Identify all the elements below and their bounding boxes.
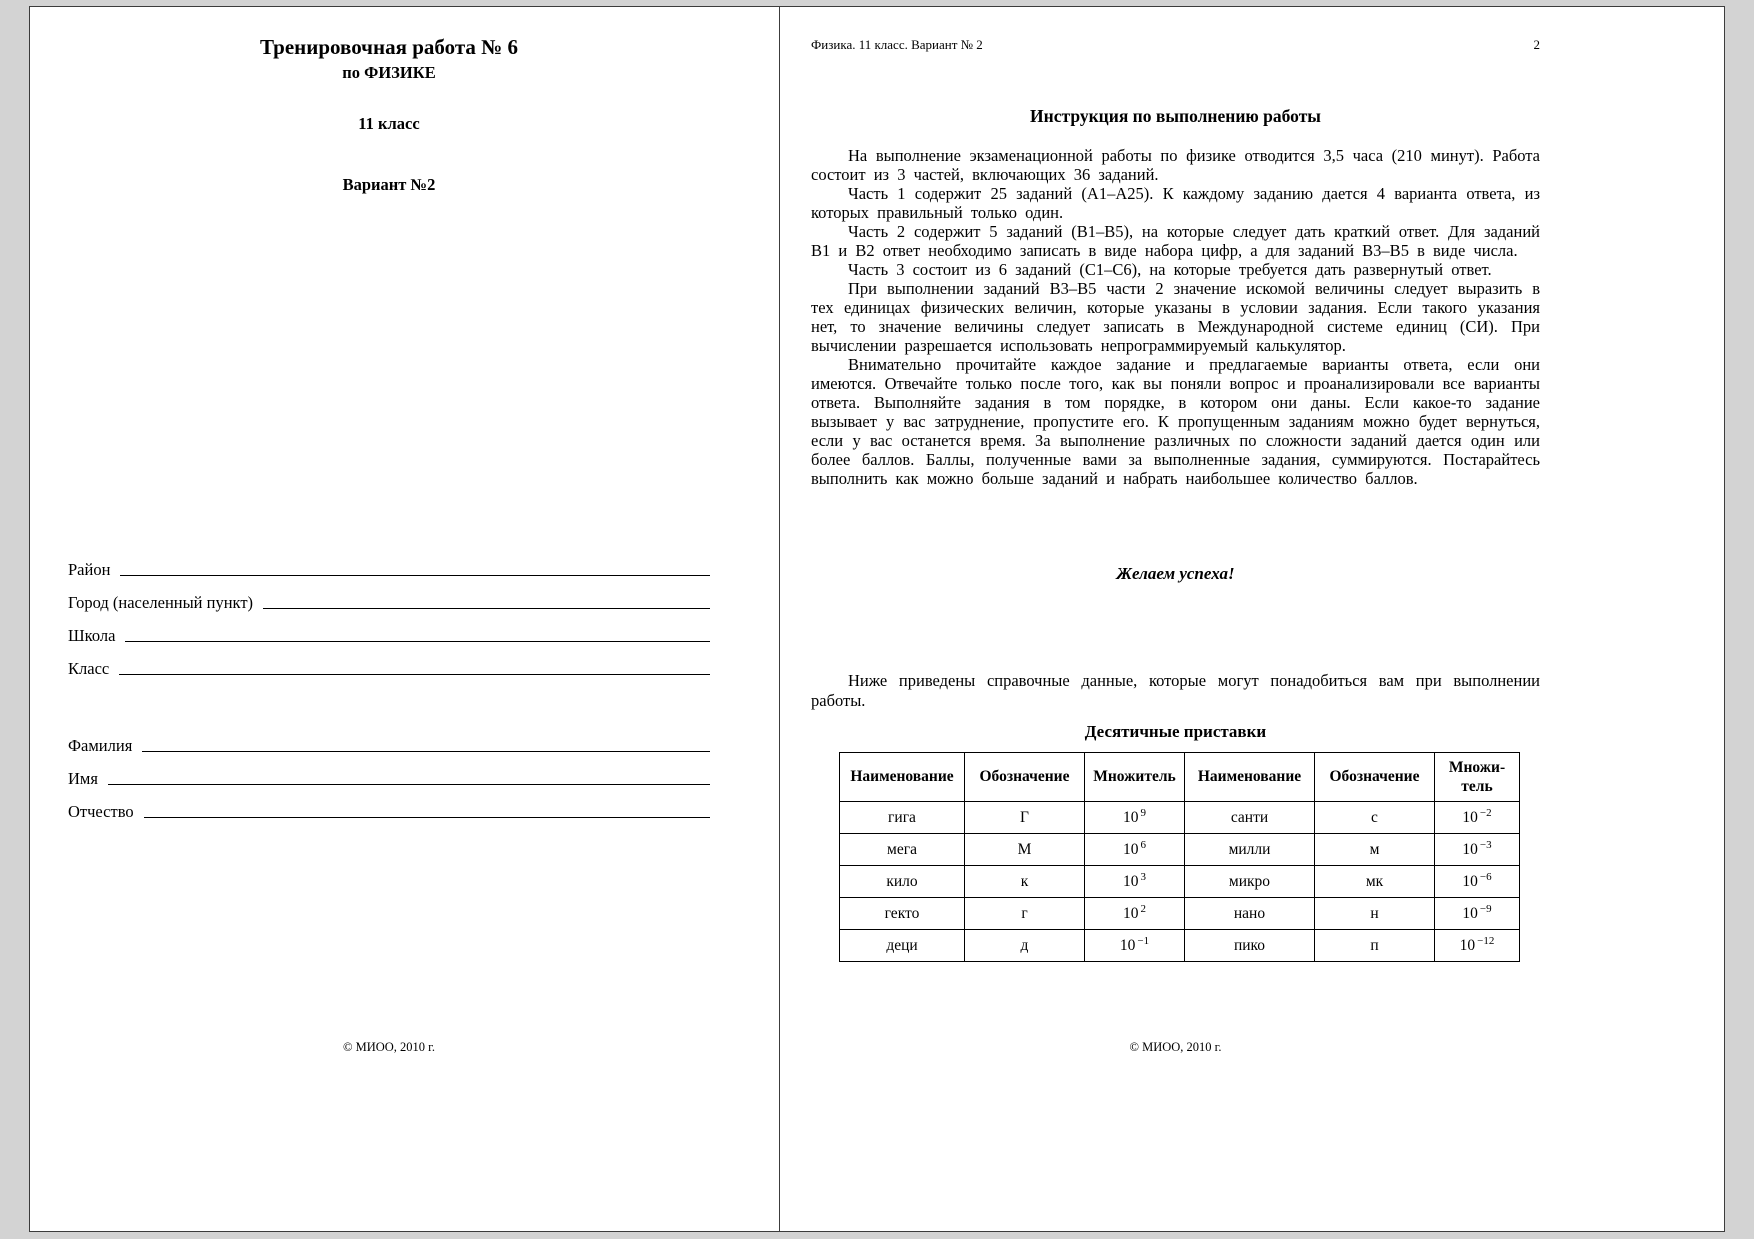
prefix-symbol-cell: н (1315, 898, 1435, 930)
prefix-name-cell: санти (1185, 802, 1315, 834)
district-label: Район (68, 560, 111, 579)
table-row (840, 930, 1520, 962)
prefix-name-cell: милли (1185, 834, 1315, 866)
paragraph: Часть 3 состоит из 6 заданий (С1–С6), на которые требуется дать развернутый ответ. (848, 260, 1492, 279)
right-page-footer: © МИОО, 2010 г. (1129, 1040, 1222, 1054)
multiplier-cell (1085, 834, 1185, 866)
table-row (840, 866, 1520, 898)
field-row-city (68, 580, 710, 613)
multiplier-base: 10 (1459, 937, 1476, 955)
multiplier-exponent: −9 (1479, 903, 1492, 916)
left-page-footer: © МИОО, 2010 г. (342, 1040, 436, 1054)
multiplier-cell (1085, 898, 1185, 930)
multiplier-cell (1435, 866, 1520, 898)
multiplier-base: 10 (1123, 873, 1139, 891)
work-variant: Вариант №2 (342, 175, 436, 194)
reference-intro: Ниже приведены справочные данные, которые могут понадобиться вам при выполнении работы. (811, 671, 1540, 710)
prefix-symbol-cell: к (965, 866, 1085, 898)
prefix-name-cell: мега (840, 834, 965, 866)
header-name-2: Наименование (1185, 753, 1315, 802)
multiplier-base: 10 (1119, 937, 1136, 955)
location-form (68, 547, 710, 679)
page-right (780, 7, 1724, 1231)
instructions-title: Инструкция по выполнению работы (1030, 106, 1321, 126)
city-label: Город (населенный пункт) (68, 593, 254, 612)
prefix-symbol-cell: м (1315, 834, 1435, 866)
paragraph: На выполнение экзаменационной работы по физике отводится 3,5 часа (210 минут). Работа состоит из 3 частей, включающих 36 заданий. (811, 146, 1540, 184)
paragraph: Внимательно прочитайте каждое задание и предлагаемые варианты ответа, если они имеются. Отвечайте только после того, как вы поняли вопрос и проанализировали все варианты ответа. Выполняйте задания в том порядке, в котором они даны. Если какое-то задание вызывает у вас затруднение, пропустите его. К пропущенным заданиям можно будет вернуться, если у вас останется время. За выполнение различных по сложности заданий дается один или более баллов. Баллы, полученные вами за выполненные задания, суммируются. Постарайтесь выполнить как можно больше заданий и набрать наибольшее количество баллов. (811, 355, 1540, 488)
document-spread (29, 6, 1725, 1232)
patronymic-label: Отчество (68, 802, 134, 821)
prefix-name-cell: кило (840, 866, 965, 898)
multiplier-exponent: 2 (1140, 903, 1146, 916)
field-row-class (68, 646, 710, 679)
paragraph: При выполнении заданий В3–В5 части 2 значение искомой величины следует выразить в тех единицах физических величин, которые указаны в условии задания. Если такого указания нет, то значение величины следует записать в Международной системе единиц (СИ). При вычислении разрешается использовать непрограммируемый калькулятор. (811, 279, 1540, 355)
city-blank-line (263, 608, 710, 609)
running-header (811, 37, 1540, 53)
patronymic-blank-line (144, 817, 710, 818)
school-blank-line (125, 641, 710, 642)
header-symbol-1: Обозначение (965, 753, 1085, 802)
header-symbol-2: Обозначение (1315, 753, 1435, 802)
prefix-name-cell: микро (1185, 866, 1315, 898)
multiplier-base: 10 (1462, 873, 1478, 891)
page-left (30, 7, 779, 1231)
page-divider-line (779, 7, 780, 1231)
multiplier-exponent: 6 (1140, 839, 1146, 852)
prefix-symbol-cell: д (965, 930, 1085, 962)
prefix-name-cell: нано (1185, 898, 1315, 930)
header-multiplier-2: Множи-тель (1435, 753, 1520, 802)
multiplier-cell (1085, 802, 1185, 834)
prefix-symbol-cell: г (965, 898, 1085, 930)
prefix-name-cell: деци (840, 930, 965, 962)
multiplier-base: 10 (1462, 809, 1478, 827)
prefix-symbol-cell: Г (965, 802, 1085, 834)
field-row-district (68, 547, 710, 580)
field-row-surname (68, 723, 710, 756)
field-row-name (68, 756, 710, 789)
prefix-symbol-cell: М (965, 834, 1085, 866)
multiplier-exponent: 9 (1140, 807, 1146, 820)
district-blank-line (120, 575, 710, 576)
field-row-patronymic (68, 789, 710, 822)
running-header-title: Физика. 11 класс. Вариант № 2 (811, 37, 983, 52)
header-name-1: Наименование (840, 753, 965, 802)
decimal-prefixes-table (839, 752, 1520, 962)
multiplier-cell (1435, 834, 1520, 866)
prefix-symbol-cell: п (1315, 930, 1435, 962)
prefix-symbol-cell: с (1315, 802, 1435, 834)
name-blank-line (108, 784, 710, 785)
prefix-name-cell: гекто (840, 898, 965, 930)
good-luck-line: Желаем успеха! (1116, 564, 1235, 583)
multiplier-exponent: −2 (1479, 807, 1492, 820)
table-row (840, 834, 1520, 866)
multiplier-exponent: −12 (1477, 935, 1495, 948)
instructions-text (811, 146, 1540, 550)
class-label: Класс (68, 659, 110, 678)
multiplier-base: 10 (1462, 841, 1478, 859)
multiplier-exponent: −1 (1137, 935, 1150, 948)
multiplier-base: 10 (1123, 905, 1139, 923)
multiplier-exponent: 3 (1140, 871, 1146, 884)
prefix-name-cell: гига (840, 802, 965, 834)
paragraph: Часть 2 содержит 5 заданий (В1–В5), на которые следует дать краткий ответ. Для заданий В1 и В2 ответ необходимо записать в виде набора цифр, а для заданий В3–В5 в виде числа. (811, 222, 1540, 260)
table-row (840, 898, 1520, 930)
work-subject: по ФИЗИКЕ (342, 63, 436, 82)
multiplier-cell (1085, 866, 1185, 898)
prefix-name-cell: пико (1185, 930, 1315, 962)
field-row-school (68, 613, 710, 646)
surname-label: Фамилия (68, 736, 133, 755)
class-blank-line (119, 674, 710, 675)
reference-section (811, 671, 1540, 962)
prefix-symbol-cell: мк (1315, 866, 1435, 898)
multiplier-cell (1435, 898, 1520, 930)
table-row (840, 802, 1520, 834)
multiplier-cell (1435, 802, 1520, 834)
multiplier-exponent: −3 (1479, 839, 1492, 852)
right-page-content (811, 7, 1540, 584)
multiplier-cell (1085, 930, 1185, 962)
left-page-content (68, 7, 710, 195)
table-header-row (840, 753, 1520, 802)
multiplier-cell (1435, 930, 1520, 962)
multiplier-base: 10 (1123, 841, 1139, 859)
multiplier-base: 10 (1123, 809, 1139, 827)
person-form (68, 723, 710, 822)
header-multiplier-1: Множитель (1085, 753, 1185, 802)
name-label: Имя (68, 769, 98, 788)
school-label: Школа (68, 626, 116, 645)
work-title: Тренировочная работа № 6 (259, 35, 519, 59)
paragraph: Часть 1 содержит 25 заданий (А1–А25). К каждому заданию дается 4 варианта ответа, из которых правильный только один. (811, 184, 1540, 222)
surname-blank-line (142, 751, 710, 752)
multiplier-base: 10 (1462, 905, 1478, 923)
prefix-table-title: Десятичные приставки (1084, 722, 1267, 741)
page-number: 2 (1533, 37, 1540, 52)
multiplier-exponent: −6 (1479, 871, 1492, 884)
work-grade: 11 класс (358, 114, 420, 133)
